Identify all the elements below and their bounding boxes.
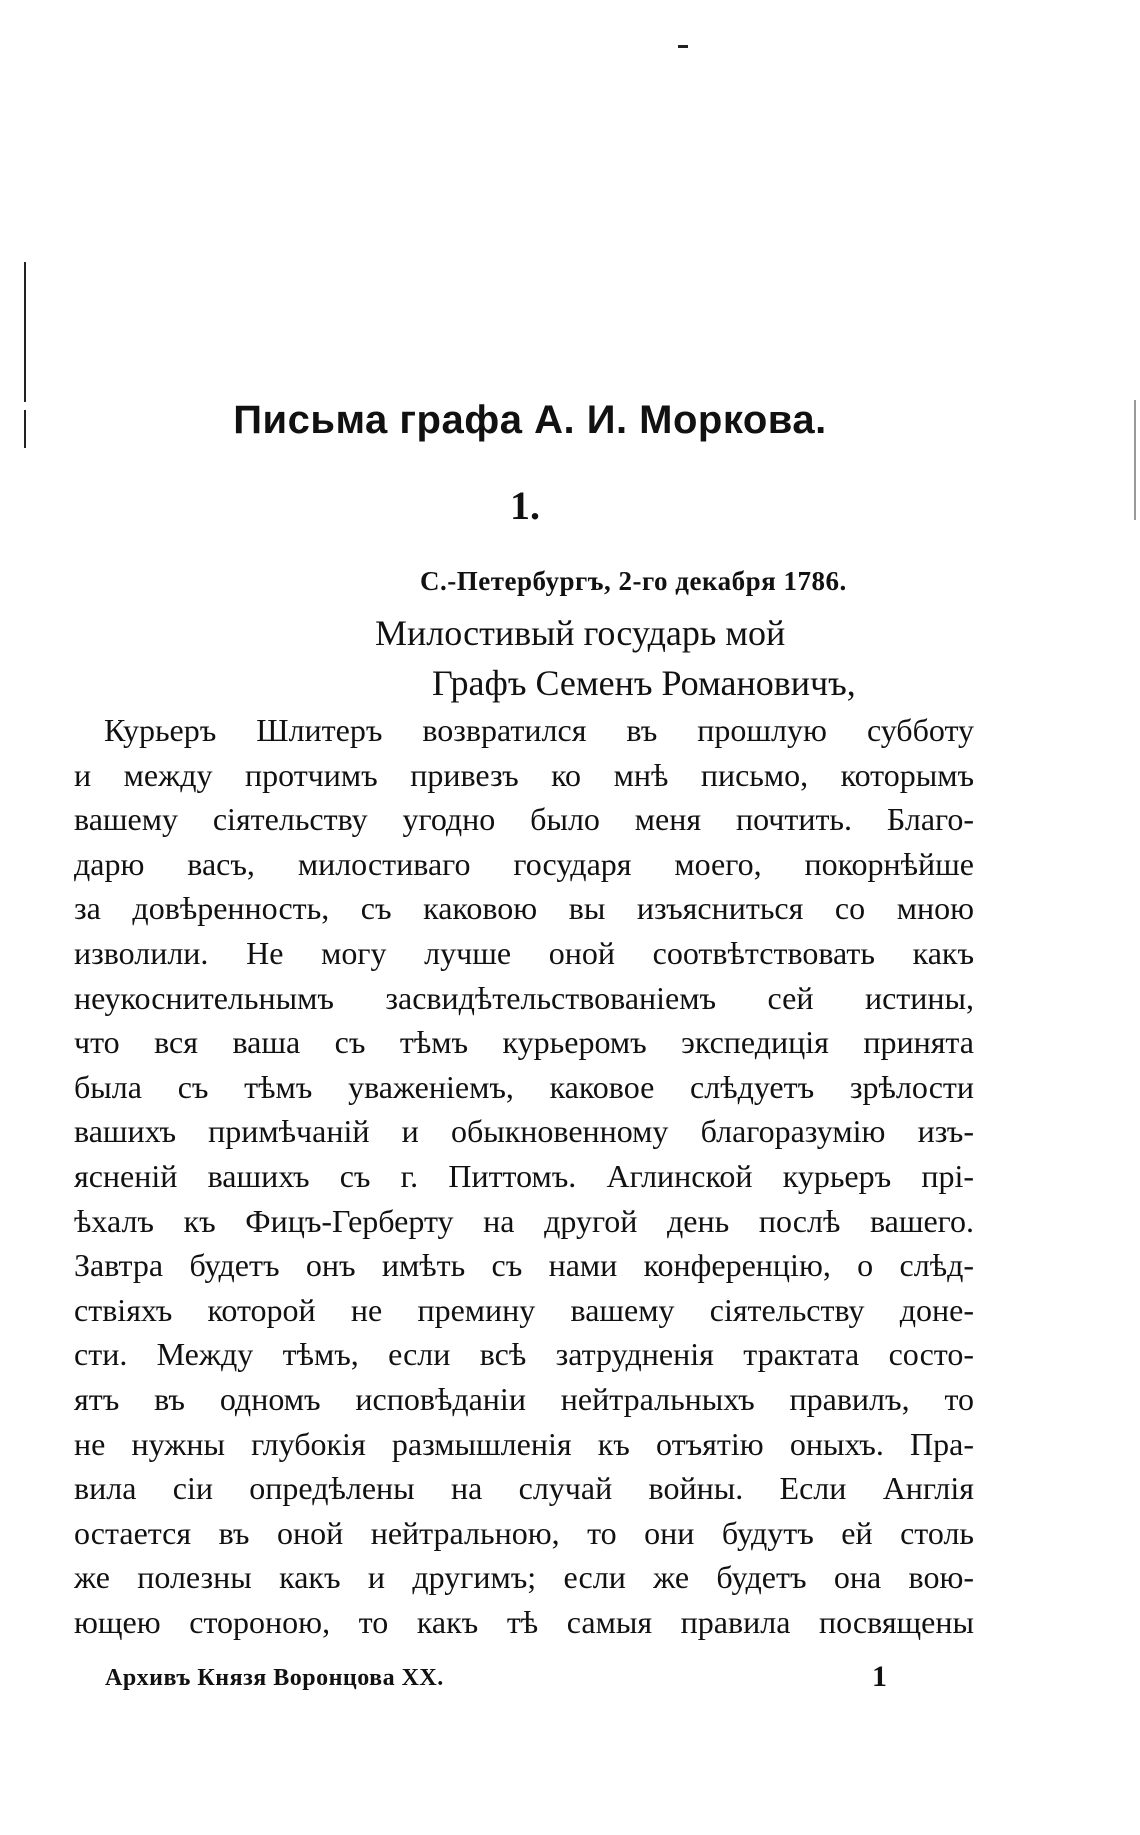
scan-artifact-right-edge <box>1134 400 1136 520</box>
body-line: Курьеръ Шлитеръ возвратился въ прошлую субботу <box>104 712 974 748</box>
body-line: ятъ въ одномъ исповѣданіи нейтральныхъ правилъ, то <box>74 1380 974 1417</box>
body-line: была съ тѣмъ уваженіемъ, каковое слѣдуетъ зрѣлости <box>74 1068 974 1105</box>
body-line: не нужны глубокія размышленія къ отъятію оныхъ. Пра- <box>74 1425 974 1462</box>
body-line: за довѣренность, съ каковою вы изъясниться со мною <box>74 890 974 927</box>
body-line: же полезны какъ и другимъ; если же будетъ она вою- <box>74 1559 974 1596</box>
body-line: ствіяхъ которой не премину вашему сіятельству доне- <box>74 1291 974 1328</box>
scan-artifact-left-edge <box>24 262 26 402</box>
salutation-line-1: Милостивый государь мой <box>375 613 786 653</box>
body-line: сти. Между тѣмъ, если всѣ затрудненія трактата состо- <box>74 1336 974 1373</box>
body-line: дарю васъ, милостиваго государя моего, покорнѣйше <box>74 845 974 882</box>
salutation-line-2: Графъ Семенъ Романовичъ, <box>432 663 856 703</box>
body-line: ѣхалъ къ Фицъ-Герберту на другой день послѣ вашего. <box>74 1202 974 1239</box>
body-line: что вся ваша съ тѣмъ курьеромъ экспедиція принята <box>74 1024 974 1061</box>
body-line: Завтра будетъ онъ имѣть съ нами конференцію, о слѣд- <box>74 1247 974 1284</box>
body-line: ясненій вашихъ съ г. Питтомъ. Аглинской курьеръ прі- <box>74 1157 974 1194</box>
page-title: Письма графа А. И. Моркова. <box>233 398 827 442</box>
letter-dateline: С.-Петербургъ, 2-го декабря 1786. <box>420 566 847 596</box>
body-line: вила сіи опредѣлены на случай войны. Если Англія <box>74 1470 974 1507</box>
letter-body <box>74 708 974 1644</box>
body-line: остается въ оной нейтральною, то они будутъ ей столь <box>74 1514 974 1551</box>
body-line: ющею стороною, то какъ тѣ самыя правила посвящены <box>74 1603 974 1640</box>
body-line: неукоснительнымъ засвидѣтельствованіемъ сей истины, <box>74 979 974 1016</box>
letter-number: 1. <box>510 483 540 528</box>
body-line: вашему сіятельству угодно было меня почтить. Благо- <box>74 801 974 838</box>
footer-page-number: 1 <box>872 1660 887 1693</box>
body-line: изволили. Не могу лучше оной соотвѣтствовать какъ <box>74 934 974 971</box>
scan-artifact-top-dash <box>678 45 688 48</box>
body-line: и между протчимъ привезъ ко мнѣ письмо, которымъ <box>74 756 974 793</box>
body-line: вашихъ примѣчаній и обыкновенному благоразумію изъ- <box>74 1113 974 1150</box>
footer-source-title: Архивъ Князя Воронцова XX. <box>105 1665 444 1691</box>
